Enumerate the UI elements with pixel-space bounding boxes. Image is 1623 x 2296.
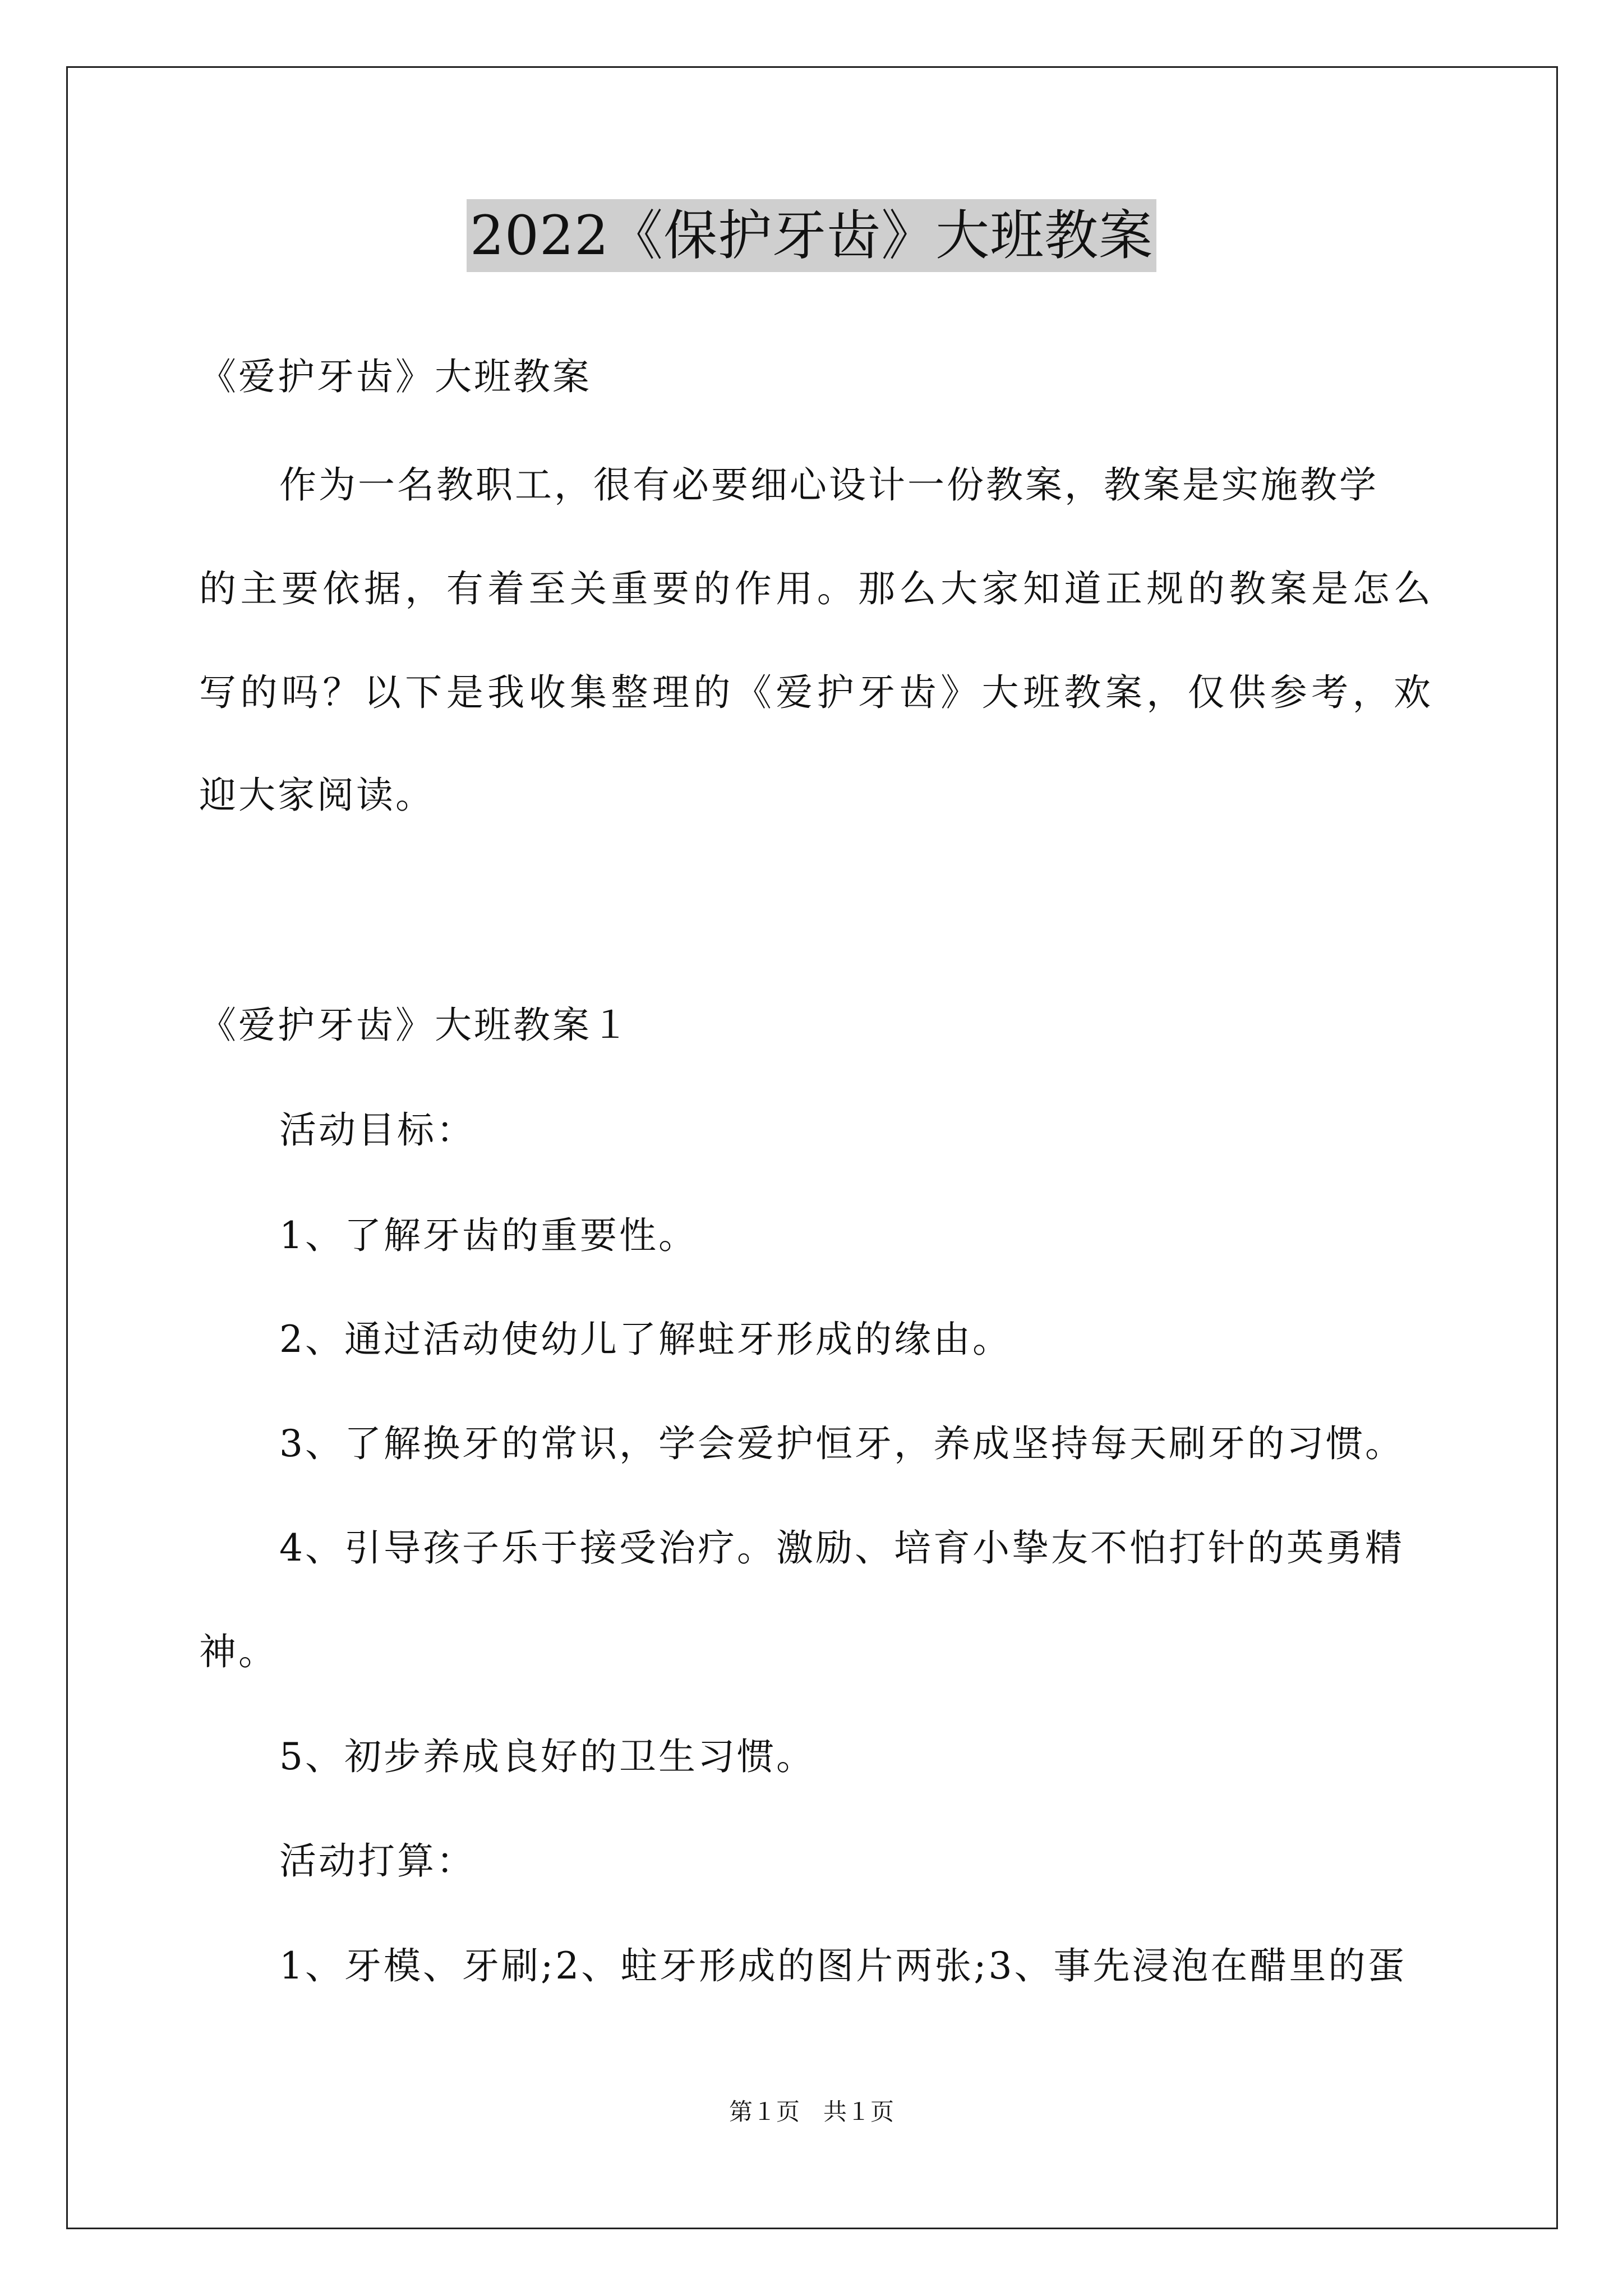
goal-item-5: 5、初步养成良好的卫生习惯。 [279, 1735, 815, 1778]
goal-item-4: 4、引导孩子乐于接受治疗。激励、培育小挚友不怕打针的英勇精 [279, 1526, 1404, 1570]
goal-item-4-continued: 神。 [199, 1630, 278, 1673]
title-container [0, 199, 1623, 272]
section-heading: 《爱护牙齿》大班教案１ [199, 1004, 631, 1047]
intro-line-1: 作为一名教职工，很有必要细心设计一份教案，教案是实施教学 [279, 463, 1378, 507]
goal-item-2: 2、通过活动使幼儿了解蛀牙形成的缘由。 [279, 1318, 1012, 1361]
intro-line-3: 写的吗？以下是我收集整理的《爱护牙齿》大班教案，仅供参考，欢 [199, 671, 1433, 714]
page-footer: 第１页 共１页 [728, 2098, 894, 2125]
intro-line-2: 的主要依据，有着至关重要的作用。那么大家知道正规的教案是怎么 [199, 567, 1433, 610]
prep-item-line: 1、牙模、牙刷;2、蛀牙形成的图片两张;3、事先浸泡在醋里的蛋 [279, 1944, 1407, 1987]
document-title: 2022《保护牙齿》大班教案 [467, 199, 1156, 272]
activity-prep-heading: 活动打算： [279, 1839, 476, 1883]
goal-item-3: 3、了解换牙的常识，学会爱护恒牙，养成坚持每天刷牙的习惯。 [279, 1422, 1404, 1465]
goal-item-1: 1、了解牙齿的重要性。 [279, 1214, 698, 1257]
intro-line-4: 迎大家阅读。 [199, 774, 435, 817]
subtitle-line: 《爱护牙齿》大班教案 [199, 355, 592, 398]
activity-goals-heading: 活动目标： [279, 1108, 476, 1152]
